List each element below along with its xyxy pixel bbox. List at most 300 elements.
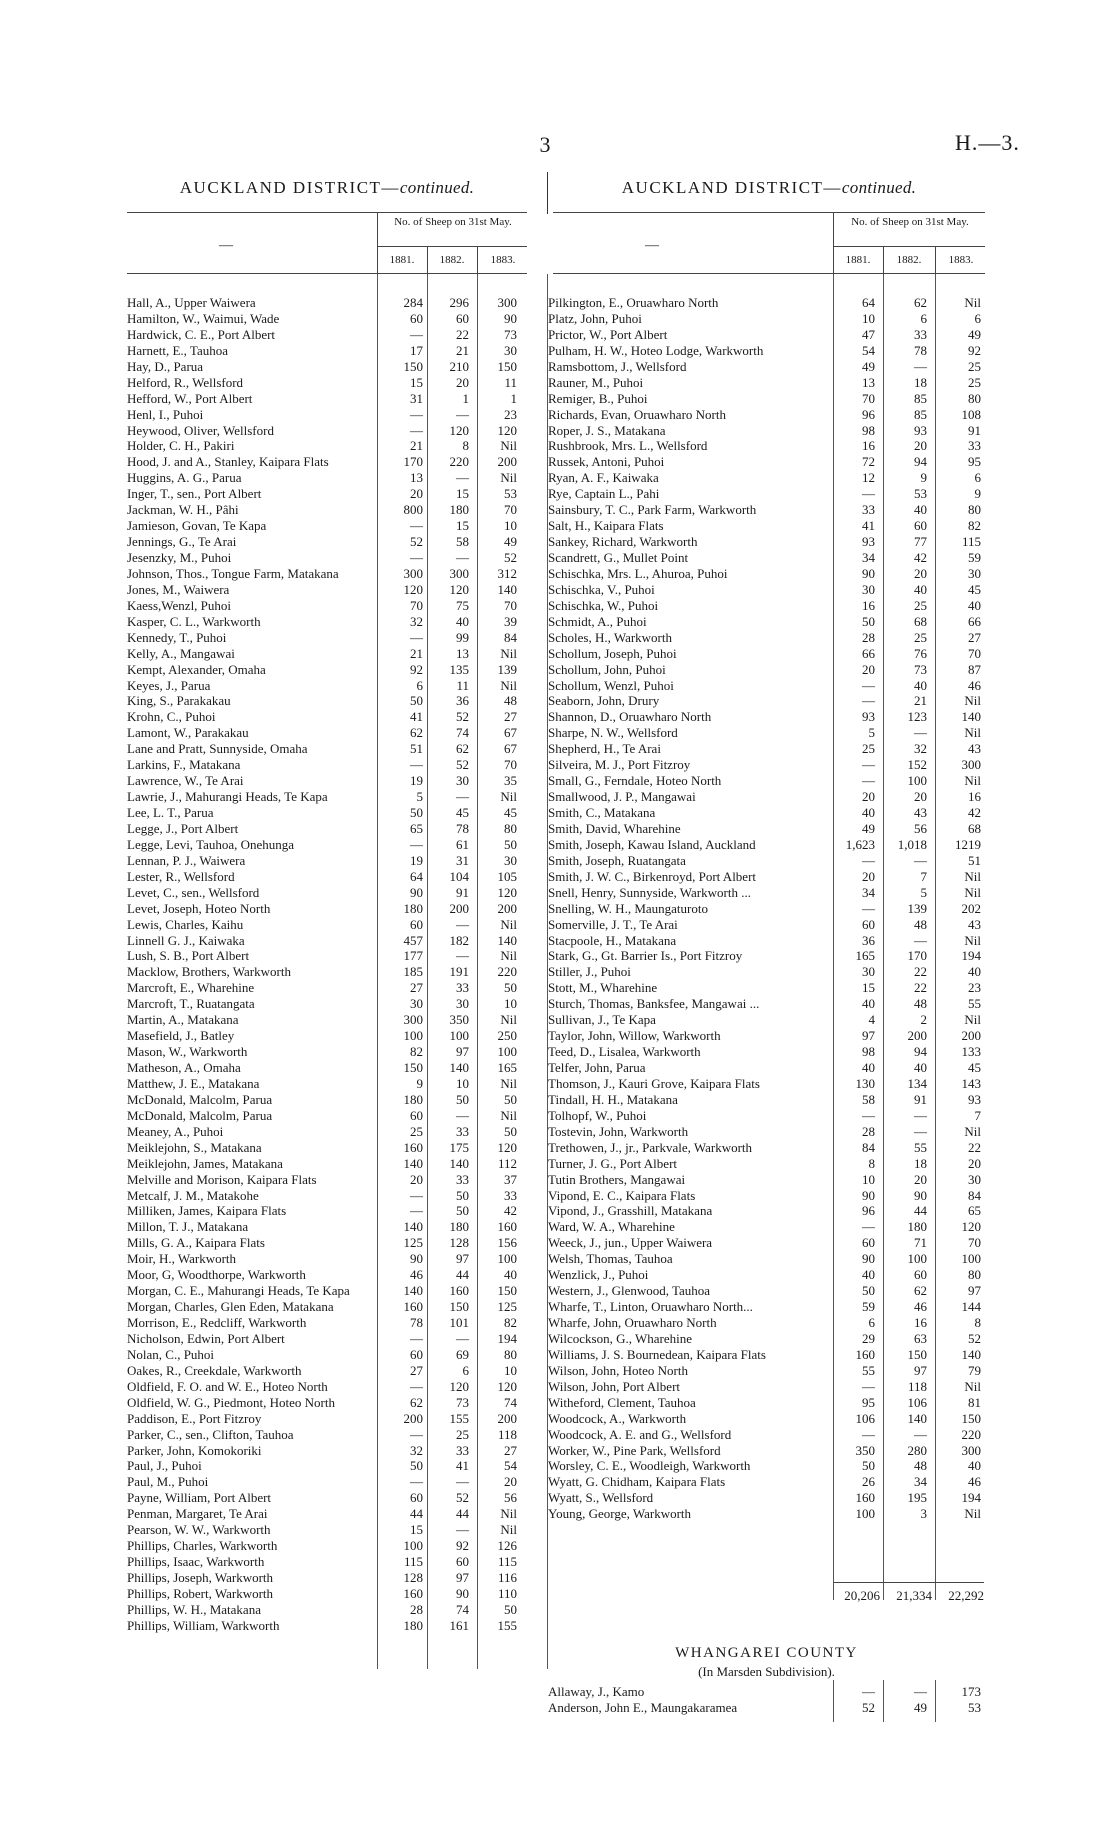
sheep-count-1882: 69	[456, 1346, 469, 1362]
owner-name: Legge, Levi, Tauhoa, Onehunga	[127, 836, 295, 852]
owner-row	[548, 1267, 985, 1283]
owner-row	[127, 885, 527, 901]
sheep-count-1883: 45	[504, 805, 517, 820]
owner-name: Marcroft, E., Wharehine	[127, 980, 255, 996]
sheep-count-1881: 33	[862, 502, 875, 518]
sheep-count-1881: 8	[868, 1155, 875, 1171]
owner-name: Lester, R., Wellsford	[127, 868, 235, 884]
owner-row	[127, 502, 527, 518]
owner-name: Lennan, P. J., Waiwera	[127, 852, 246, 868]
owner-name: Schischka, W., Puhoi	[548, 597, 659, 613]
sheep-count-1881: —	[862, 1107, 875, 1123]
owner-row	[127, 693, 527, 709]
owner-row	[548, 391, 985, 407]
owner-row	[127, 741, 527, 757]
owner-row	[127, 1331, 527, 1347]
owner-name: Kasper, C. L., Warkworth	[127, 613, 261, 629]
sheep-count-1883: Nil	[964, 773, 981, 789]
owner-row	[548, 1379, 985, 1395]
owner-name: Oldfield, F. O. and W. E., Hoteo North	[127, 1378, 328, 1394]
sheep-count-1881: 180	[403, 900, 423, 916]
sheep-count-1883: 25	[968, 374, 981, 390]
sheep-count-1882: —	[456, 1522, 469, 1538]
sheep-count-1883: 120	[961, 1219, 981, 1235]
sheep-count-1883: 1219	[955, 836, 981, 852]
owner-name: Parker, C., sen., Clifton, Tauhoa	[127, 1426, 294, 1442]
owner-name: Lee, L. T., Parua	[127, 805, 214, 820]
owner-name: Mills, G. A., Kaipara Flats	[127, 1235, 265, 1251]
owner-name: Masefield, J., Batley	[127, 1028, 235, 1044]
sheep-count-1883: 120	[497, 1378, 517, 1394]
owner-row	[127, 1427, 527, 1443]
owner-row	[548, 534, 985, 550]
owner-name: Worsley, C. E., Woodleigh, Warkworth	[548, 1458, 751, 1474]
sheep-count-1881: —	[410, 550, 423, 565]
owner-name: Lawrie, J., Mahurangi Heads, Te Kapa	[127, 789, 328, 805]
sheep-count-1883: 300	[961, 1442, 981, 1458]
sheep-count-1882: —	[456, 470, 469, 486]
sheep-count-1883: 10	[504, 996, 517, 1012]
sheep-count-1883: Nil	[964, 1123, 981, 1139]
sheep-count-1882: 15	[456, 486, 469, 502]
sheep-count-1882: 16	[914, 1315, 927, 1330]
sheep-count-1881: 90	[862, 1187, 875, 1203]
owner-row	[548, 1028, 985, 1044]
owner-name: Hall, A., Upper Waiwera	[127, 295, 256, 310]
sheep-count-1883: 40	[968, 1458, 981, 1474]
sheep-count-1883: 46	[968, 677, 981, 693]
owner-row	[127, 901, 527, 917]
sheep-count-1883: 125	[497, 1299, 517, 1315]
sheep-count-1881: 15	[862, 980, 875, 996]
sheep-count-1881: 93	[862, 534, 875, 550]
sheep-count-1881: 21	[410, 438, 423, 454]
owner-name: Schischka, Mrs. L., Ahuroa, Puhoi	[548, 565, 728, 581]
owner-row	[127, 1076, 527, 1092]
sheep-count-1883: 140	[961, 1346, 981, 1362]
sheep-count-1882: 78	[914, 342, 927, 358]
sheep-count-1882: 74	[456, 725, 469, 741]
sheep-count-1883: 40	[968, 597, 981, 613]
owner-row	[127, 630, 527, 646]
owner-row	[127, 375, 527, 391]
sheep-count-1882: 43	[914, 805, 927, 820]
owner-name: Matheson, A., Omaha	[127, 1060, 241, 1075]
owner-row	[127, 598, 527, 614]
owner-name: Wyatt, G. Chidham, Kaipara Flats	[548, 1474, 726, 1490]
owner-name: Seaborn, John, Drury	[548, 693, 660, 709]
sheep-count-1881: —	[862, 677, 875, 693]
owner-row	[548, 295, 985, 311]
sheep-count-1882: —	[456, 550, 469, 565]
sheep-count-1881: 160	[403, 1299, 423, 1315]
owner-row	[127, 614, 527, 630]
sheep-count-1883: 40	[504, 1267, 517, 1283]
sheep-count-1882: 93	[914, 422, 927, 438]
sheep-count-1881: —	[410, 1378, 423, 1394]
sheep-count-1882: 22	[914, 980, 927, 996]
sheep-count-1881: 165	[855, 948, 875, 964]
sheep-count-1881: 50	[410, 693, 423, 709]
sheep-count-1883: 46	[968, 1474, 981, 1490]
owner-name: Jennings, G., Te Arai	[127, 534, 237, 550]
sheep-count-1883: 100	[497, 1044, 517, 1060]
sheep-count-1883: 140	[497, 581, 517, 597]
sheep-count-1881: 26	[862, 1474, 875, 1490]
sheep-count-1882: 128	[449, 1235, 469, 1251]
owner-row	[127, 853, 527, 869]
sheep-count-1881: —	[410, 1330, 423, 1346]
owner-name: Morgan, C. E., Mahurangi Heads, Te Kapa	[127, 1283, 350, 1299]
sheep-count-1881: —	[410, 326, 423, 342]
owner-name: Stark, G., Gt. Barrier Is., Port Fitzroy	[548, 948, 743, 964]
owner-name: Shannon, D., Oruawharo North	[548, 709, 712, 725]
sheep-count-1881: 150	[403, 1060, 423, 1075]
owner-name: Meiklejohn, S., Matakana	[127, 1139, 262, 1155]
sheep-count-1882: 296	[449, 295, 469, 310]
owner-row	[548, 550, 985, 566]
owner-name: Russek, Antoni, Puhoi	[548, 454, 665, 470]
county-subheading: (In Marsden Subdivision).	[698, 1664, 835, 1679]
owner-row	[548, 1331, 985, 1347]
sheep-count-1881: 90	[862, 565, 875, 581]
owner-name: Smith, Joseph, Kawau Island, Auckland	[548, 836, 756, 852]
sheep-count-1881: 150	[403, 358, 423, 374]
sheep-count-1881: 27	[410, 1362, 423, 1378]
owner-row	[548, 454, 985, 470]
sheep-count-1882: —	[914, 1123, 927, 1139]
sheep-count-1883: 70	[504, 757, 517, 773]
sheep-count-1883: 194	[961, 948, 981, 964]
total-1882: 21,334	[896, 1588, 932, 1603]
sheep-count-1883: 150	[497, 1283, 517, 1299]
owner-row	[548, 423, 985, 439]
owner-row	[127, 725, 527, 741]
sheep-count-1881: 1,623	[845, 836, 875, 852]
sheep-count-1881: 44	[410, 1506, 423, 1522]
owner-name: Shepherd, H., Te Arai	[548, 741, 661, 757]
sheep-count-1881: 36	[862, 932, 875, 948]
owner-name: Smith, Joseph, Ruatangata	[548, 852, 686, 868]
sheep-count-1881: 25	[862, 741, 875, 757]
header-bottom-rule	[553, 273, 985, 274]
sheep-count-1883: 20	[504, 1474, 517, 1490]
owner-row	[548, 662, 985, 678]
owner-name: Phillips, Charles, Warkworth	[127, 1538, 278, 1554]
owner-row	[548, 470, 985, 486]
owner-name: Paddison, E., Port Fitzroy	[127, 1410, 262, 1426]
owner-name: Wilcockson, G., Wharehine	[548, 1330, 692, 1346]
sheep-count-1883: 100	[961, 1251, 981, 1267]
owner-row	[548, 917, 985, 933]
sheep-count-1883: 52	[968, 1330, 981, 1346]
owner-name: Wilson, John, Port Albert	[548, 1378, 681, 1394]
sheep-count-1883: 92	[968, 342, 981, 358]
sheep-count-1882: 33	[456, 1171, 469, 1187]
sheep-count-1882: 71	[914, 1235, 927, 1251]
owner-row	[127, 566, 527, 582]
owner-row	[127, 1092, 527, 1108]
sheep-count-1882: 48	[914, 916, 927, 932]
sheep-count-1882: 104	[449, 868, 469, 884]
owner-row	[548, 741, 985, 757]
sheep-count-1883: 82	[504, 1315, 517, 1330]
sheep-count-1881: 70	[862, 390, 875, 406]
sheep-count-1882: 20	[456, 374, 469, 390]
owner-row	[548, 1203, 985, 1219]
sheep-count-1882: —	[456, 789, 469, 805]
sheep-count-1883: 165	[497, 1060, 517, 1075]
sheep-count-1882: 6	[462, 1362, 469, 1378]
sheep-count-1882: 49	[914, 1699, 927, 1715]
sheep-count-1881: 49	[862, 358, 875, 374]
sheep-count-1882: —	[456, 1474, 469, 1490]
sheep-count-1882: —	[456, 916, 469, 932]
sheep-count-1883: 11	[504, 374, 517, 390]
header-rule	[935, 246, 936, 274]
sheep-count-1883: 52	[504, 550, 517, 565]
sheep-count-1882: —	[914, 358, 927, 374]
sheep-count-1883: Nil	[964, 884, 981, 900]
sheep-count-1881: 800	[403, 502, 423, 518]
sheep-count-1882: 106	[907, 1394, 927, 1410]
sheep-count-1883: 108	[961, 406, 981, 422]
sheep-count-1881: —	[410, 422, 423, 438]
owner-name: Rauner, M., Puhoi	[548, 374, 644, 390]
owner-row	[127, 438, 527, 454]
owner-row	[548, 1044, 985, 1060]
sheep-count-1882: —	[914, 1684, 927, 1699]
header-mid-rule	[377, 246, 527, 247]
sheep-count-1882: 60	[914, 1267, 927, 1283]
sheep-count-1883: 80	[504, 1346, 517, 1362]
sheep-count-1881: 4	[868, 1012, 875, 1028]
sheep-count-1881: 96	[862, 1203, 875, 1219]
sheep-count-1882: 18	[914, 1155, 927, 1171]
sheep-count-1883: Nil	[964, 932, 981, 948]
sheep-count-1882: 36	[456, 693, 469, 709]
sheep-count-1883: 70	[968, 1235, 981, 1251]
sheep-count-1881: —	[410, 757, 423, 773]
owner-name: Ramsbottom, J., Wellsford	[548, 358, 687, 374]
sheep-count-1883: 27	[504, 709, 517, 725]
sheep-count-1883: 70	[968, 645, 981, 661]
sheep-count-1883: 70	[504, 597, 517, 613]
sheep-count-1883: Nil	[964, 693, 981, 709]
sheep-count-1882: 31	[456, 852, 469, 868]
sheep-count-1882: 33	[456, 980, 469, 996]
sheep-count-1883: 84	[504, 629, 517, 645]
owner-name: Ryan, A. F., Kaiwaka	[548, 470, 659, 486]
sheep-count-1881: 160	[855, 1346, 875, 1362]
sheep-count-1881: 284	[403, 295, 423, 310]
owner-row	[548, 1124, 985, 1140]
document-reference: H.—3.	[955, 130, 1020, 155]
sheep-count-1883: 312	[497, 565, 517, 581]
sheep-count-1882: 1	[462, 390, 469, 406]
left-column-title	[127, 178, 527, 198]
owner-row	[127, 327, 527, 343]
sheep-count-1883: 100	[497, 1251, 517, 1267]
sheep-count-1881: 40	[862, 1060, 875, 1075]
sheep-count-1882: 94	[914, 1044, 927, 1060]
owner-row	[127, 359, 527, 375]
sheep-count-1883: 194	[961, 1490, 981, 1506]
sheep-count-1881: —	[862, 1684, 875, 1699]
sheep-count-1881: 97	[862, 1028, 875, 1044]
owner-row	[127, 1347, 527, 1363]
sheep-count-1881: 6	[416, 677, 423, 693]
owner-row	[548, 901, 985, 917]
owner-row	[127, 423, 527, 439]
owner-row	[127, 805, 527, 821]
sheep-count-1883: 30	[504, 852, 517, 868]
owner-row	[127, 1443, 527, 1459]
sheep-count-1881: —	[862, 900, 875, 916]
owner-row	[548, 1108, 985, 1124]
sheep-count-1881: 60	[862, 1235, 875, 1251]
owner-row	[127, 1506, 527, 1522]
sheep-count-1881: 50	[410, 805, 423, 820]
sheep-count-1881: 62	[410, 1394, 423, 1410]
owner-name: Teed, D., Lisalea, Warkworth	[548, 1044, 701, 1060]
right-owner-list	[548, 295, 985, 1522]
owner-name: Phillips, Joseph, Warkworth	[127, 1570, 274, 1585]
sheep-count-1881: 15	[410, 374, 423, 390]
sheep-count-1881: —	[410, 1474, 423, 1490]
owner-row	[127, 1108, 527, 1124]
owner-name: Morgan, Charles, Glen Eden, Matakana	[127, 1299, 334, 1315]
owner-row	[548, 646, 985, 662]
owner-name: Trethowen, J., jr., Parkvale, Warkworth	[548, 1139, 753, 1155]
sheep-count-group-label: No. of Sheep on 31st May.	[851, 216, 969, 228]
owner-row	[548, 1684, 985, 1700]
sheep-count-1883: 80	[968, 390, 981, 406]
sheep-count-1881: —	[410, 836, 423, 852]
sheep-count-1883: 16	[968, 789, 981, 805]
sheep-count-1883: 33	[504, 1187, 517, 1203]
sheep-count-1881: 65	[410, 820, 423, 836]
sheep-count-1882: 74	[456, 1601, 469, 1617]
owner-name: Sturch, Thomas, Banksfee, Mangawai ...	[548, 996, 760, 1012]
owner-row	[548, 359, 985, 375]
sheep-count-1883: 74	[504, 1394, 517, 1410]
sheep-count-1882: 15	[456, 518, 469, 534]
owner-name: Jamieson, Govan, Te Kapa	[127, 518, 267, 534]
owner-name: Roper, J. S., Matakana	[548, 422, 666, 438]
sheep-count-1881: 82	[410, 1044, 423, 1060]
owner-row	[127, 1379, 527, 1395]
sheep-count-1883: 20	[968, 1155, 981, 1171]
sheep-count-1881: 180	[403, 1617, 423, 1633]
owner-row	[127, 534, 527, 550]
totals-row	[834, 1582, 984, 1602]
sheep-count-1883: 54	[504, 1458, 517, 1474]
sheep-count-1883: 45	[968, 1060, 981, 1075]
sheep-count-1881: —	[862, 1426, 875, 1442]
owner-row	[127, 1219, 527, 1235]
sheep-count-1882: 77	[914, 534, 927, 550]
sheep-count-1883: 50	[504, 980, 517, 996]
header-bottom-rule	[127, 273, 527, 274]
sheep-count-1881: 180	[403, 1091, 423, 1107]
owner-row	[548, 614, 985, 630]
sheep-count-1881: 40	[862, 805, 875, 820]
owner-row	[548, 1315, 985, 1331]
sheep-count-1882: 48	[914, 1458, 927, 1474]
owner-name: Meiklejohn, James, Matakana	[127, 1155, 283, 1171]
sheep-count-1882: 175	[449, 1139, 469, 1155]
sheep-count-1882: 91	[914, 1091, 927, 1107]
owner-row	[548, 518, 985, 534]
owner-row	[127, 678, 527, 694]
sheep-count-1883: 43	[968, 741, 981, 757]
sheep-count-1882: 161	[449, 1617, 469, 1633]
owner-row	[548, 1299, 985, 1315]
sheep-count-1881: 21	[410, 645, 423, 661]
totals-rule	[834, 1582, 984, 1583]
sheep-count-1881: 28	[862, 629, 875, 645]
owner-name: Paul, J., Puhoi	[127, 1458, 202, 1474]
header-rule	[883, 246, 884, 274]
owner-name: Platz, John, Puhoi	[548, 310, 642, 326]
owner-row	[548, 1283, 985, 1299]
header-rule	[377, 212, 378, 274]
sheep-count-1882: 73	[456, 1394, 469, 1410]
sheep-count-1882: 20	[914, 1171, 927, 1187]
sheep-count-1881: —	[410, 629, 423, 645]
sheep-count-1883: 6	[974, 310, 981, 326]
sheep-count-1883: 1	[510, 390, 517, 406]
sheep-count-1882: 118	[907, 1378, 927, 1394]
sheep-count-1883: 30	[968, 565, 981, 581]
sheep-count-1882: 41	[456, 1458, 469, 1474]
sheep-count-1883: 143	[961, 1075, 981, 1091]
owner-row	[548, 1443, 985, 1459]
owner-name: Tostevin, John, Warkworth	[548, 1123, 689, 1139]
owner-row	[127, 662, 527, 678]
sheep-count-1882: 101	[449, 1315, 469, 1330]
sheep-count-1882: 60	[456, 1554, 469, 1570]
sheep-count-1882: 30	[456, 773, 469, 789]
sheep-count-1881: 130	[855, 1075, 875, 1091]
owner-name: Morrison, E., Redcliff, Warkworth	[127, 1315, 307, 1330]
owner-name: Parker, John, Komokoriki	[127, 1442, 262, 1458]
sheep-count-1881: 64	[410, 868, 423, 884]
owner-name: Stiller, J., Puhoi	[548, 964, 631, 980]
owner-name: Huggins, A. G., Parua	[127, 470, 242, 486]
sheep-count-1883: 120	[497, 422, 517, 438]
owner-row	[548, 502, 985, 518]
sheep-count-1882: —	[914, 932, 927, 948]
year-1881-header: 1881.	[845, 254, 871, 266]
sheep-count-1882: 20	[914, 438, 927, 454]
sheep-count-1882: 2	[920, 1012, 927, 1028]
sheep-count-1883: Nil	[500, 789, 517, 805]
owner-name: Ward, W. A., Wharehine	[548, 1219, 675, 1235]
sheep-count-1883: 140	[497, 932, 517, 948]
owner-name: McDonald, Malcolm, Parua	[127, 1107, 273, 1123]
owner-row	[127, 1251, 527, 1267]
owner-name: McDonald, Malcolm, Parua	[127, 1091, 273, 1107]
owner-row	[548, 486, 985, 502]
sheep-count-1882: 44	[456, 1506, 469, 1522]
sheep-count-1881: 140	[403, 1219, 423, 1235]
sheep-count-1881: 60	[410, 1490, 423, 1506]
owner-row	[548, 948, 985, 964]
owner-row	[127, 1602, 527, 1618]
sheep-count-1881: 12	[862, 470, 875, 486]
